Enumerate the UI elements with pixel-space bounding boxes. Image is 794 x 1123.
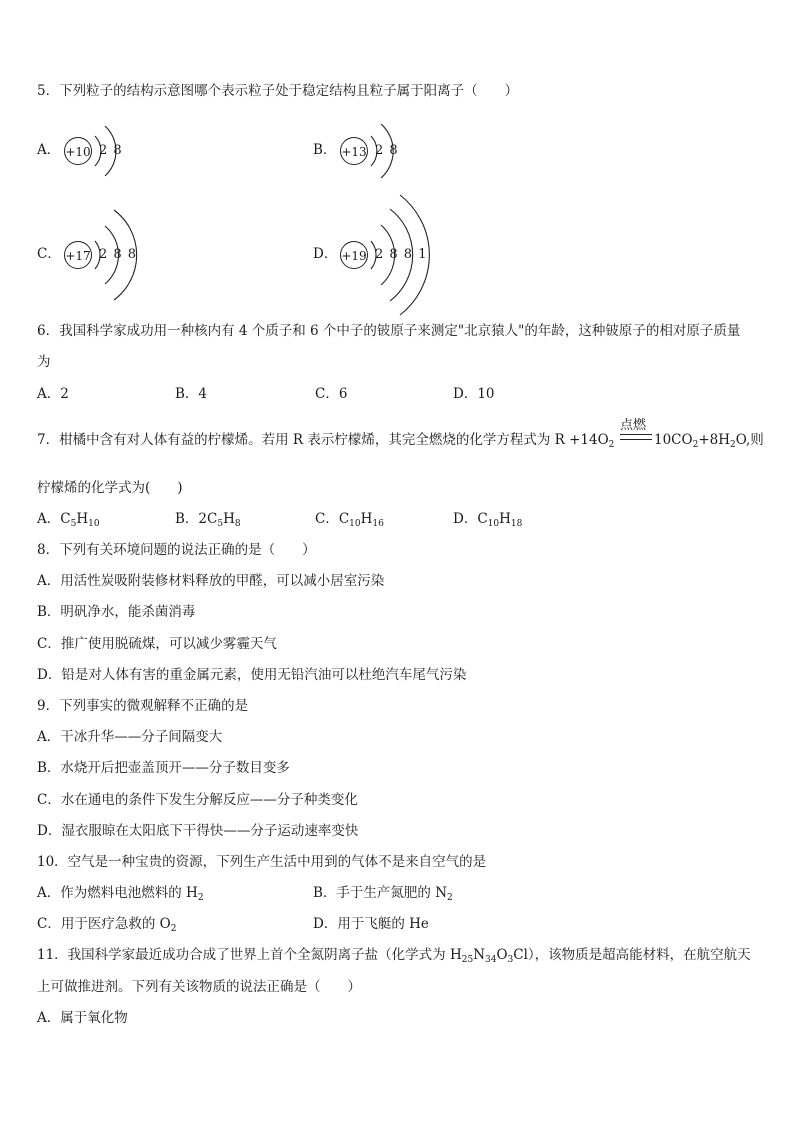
q5-option-d-label[interactable]: D． (313, 246, 338, 262)
q7-reaction-condition: 点燃 (620, 418, 647, 433)
q10-option-c[interactable] (37, 915, 176, 933)
q7-option-a[interactable] (37, 510, 100, 528)
q11-stem-line1 (37, 946, 751, 964)
q7-option-a-sub2: 10 (88, 519, 100, 529)
q5-option-d-electrons: 2 8 8 1 (375, 247, 428, 262)
q11-formula-sub3: 3 (507, 955, 514, 965)
q7-option-d-text: D．C (453, 511, 488, 527)
q5-option-c-nucleus: +17 (64, 241, 92, 269)
q8-stem: 8．下列有关环境问题的说法正确的是（ ） (37, 542, 316, 558)
q9-stem: 9．下列事实的微观解释不正确的是 (37, 698, 249, 714)
q7-option-c-h: H (360, 511, 373, 527)
q11-option-a[interactable]: A．属于氧化物 (37, 1010, 128, 1026)
q7-product-h2o: +8H (698, 432, 730, 448)
q7-product-tail: O,则 (735, 432, 764, 448)
q5-option-a-label[interactable]: A． (37, 142, 61, 158)
q9-option-d[interactable]: D．湿衣服晾在太阳底下干得快——分子运动速率变快 (37, 823, 359, 839)
q10-stem: 10．空气是一种宝贵的资源，下列生产生活中用到的气体不是来自空气的是 (37, 854, 487, 870)
q7-products (654, 431, 764, 449)
q7-co2-subscript: 2 (692, 440, 699, 450)
q5-option-a-nucleus: +10 (64, 137, 92, 165)
q7-option-c-sub2: 16 (372, 519, 384, 529)
q7-option-b-h: H (223, 511, 235, 527)
q7-option-a-sub1: 5 (70, 519, 77, 529)
q11-formula-sub2: 34 (485, 955, 497, 965)
q11-formula-o: O (496, 947, 508, 963)
q5-option-b-label[interactable]: B． (313, 142, 337, 158)
q7-option-b-sub2: 8 (234, 519, 241, 529)
q5-option-b-electrons: 2 8 (375, 143, 399, 158)
q10-option-a-sub: 2 (197, 893, 204, 903)
q6-option-a[interactable]: A．2 (37, 386, 69, 402)
q5-option-c-electrons: 2 8 8 (99, 247, 138, 262)
q6-option-b[interactable]: B．4 (175, 386, 208, 402)
q9-option-c[interactable]: C．水在通电的条件下发生分解反应——分子种类变化 (37, 792, 358, 808)
q7-stem-text: 7．柑橘中含有对人体有益的柠檬烯。若用 R 表示柠檬烯，其完全燃烧的化学方程式为 R +14O (37, 432, 609, 448)
q7-option-d-sub1: 10 (487, 519, 500, 529)
q7-option-b-text: B．2C (175, 511, 218, 527)
q7-stem-line1 (37, 431, 614, 449)
q10-option-a[interactable] (37, 884, 204, 902)
q7-option-a-text: A．C (37, 511, 71, 527)
q7-option-d[interactable] (453, 510, 522, 528)
q7-equals-sign (620, 434, 652, 440)
q11-stem-tail: Cl），该物质是超高能材料，在航空航天 (513, 947, 751, 963)
q7-h2o-subscript: 2 (730, 440, 736, 450)
q5-option-d-nucleus: +19 (340, 241, 368, 269)
q6-stem-line1: 6．我国科学家成功用一种核内有 4 个质子和 6 个中子的铍原子来测定"北京猿人"的年龄，这种铍原子的相对原子质量 (37, 323, 741, 339)
q5-option-b-nucleus: +13 (340, 137, 368, 165)
q7-option-c[interactable] (315, 510, 384, 528)
q5-stem: 5．下列粒子的结构示意图哪个表示粒子处于稳定结构且粒子属于阳离子（ ） (37, 83, 519, 99)
q10-option-b[interactable] (313, 884, 453, 902)
q10-option-b-sub: 2 (447, 893, 453, 903)
q7-product-co2: 10CO (654, 432, 693, 448)
q9-option-a[interactable]: A．干冰升华——分子间隔变大 (37, 729, 223, 745)
q8-option-b[interactable]: B．明矾净水，能杀菌消毒 (37, 604, 196, 620)
q7-o2-subscript: 2 (608, 440, 615, 450)
q6-stem-line2: 为 (37, 354, 51, 370)
q5-option-a-electrons: 2 8 (99, 143, 123, 158)
q7-stem-line2: 柠檬烯的化学式为( ) (37, 480, 183, 496)
q7-option-d-sub2: 18 (510, 519, 523, 529)
q11-formula-n: N (473, 947, 486, 963)
q10-option-d-text: D．用于飞艇的 He (313, 916, 429, 932)
q11-formula-sub1: 25 (461, 955, 474, 965)
q7-option-a-h: H (76, 511, 89, 527)
q7-option-b-sub1: 5 (217, 519, 224, 529)
q10-option-a-text: A．作为燃料电池燃料的 H (37, 885, 198, 901)
q10-option-c-sub: 2 (170, 924, 177, 934)
q8-option-a[interactable]: A．用活性炭吸附装修材料释放的甲醛，可以减小居室污染 (37, 573, 385, 589)
q10-option-b-text: B．手于生产氮肥的 N (313, 885, 448, 901)
q8-option-c[interactable]: C．推广使用脱硫煤，可以减少雾霾天气 (37, 636, 277, 652)
q7-option-b[interactable] (175, 510, 241, 528)
q6-option-c[interactable]: C．6 (315, 386, 348, 402)
q8-option-d[interactable]: D．铅是对人体有害的重金属元素，使用无铅汽油可以杜绝汽车尾气污染 (37, 667, 467, 683)
q9-option-b[interactable]: B．水烧开后把壶盖顶开——分子数目变多 (37, 760, 290, 776)
q7-option-c-sub1: 10 (349, 519, 361, 529)
q7-option-d-h: H (499, 511, 511, 527)
q11-stem-line2: 上可做推进剂。下列有关该物质的说法正确是（ ） (37, 979, 361, 995)
q10-option-d[interactable] (313, 915, 429, 933)
q5-option-c-label[interactable]: C． (37, 246, 61, 262)
q11-stem-text: 11．我国科学家最近成功合成了世界上首个全氮阴离子盐（化学式为 H (37, 947, 462, 963)
q6-option-d[interactable]: D．10 (453, 386, 495, 402)
q10-option-c-text: C．用于医疗急救的 O (37, 916, 171, 932)
q7-option-c-text: C．C (315, 511, 350, 527)
